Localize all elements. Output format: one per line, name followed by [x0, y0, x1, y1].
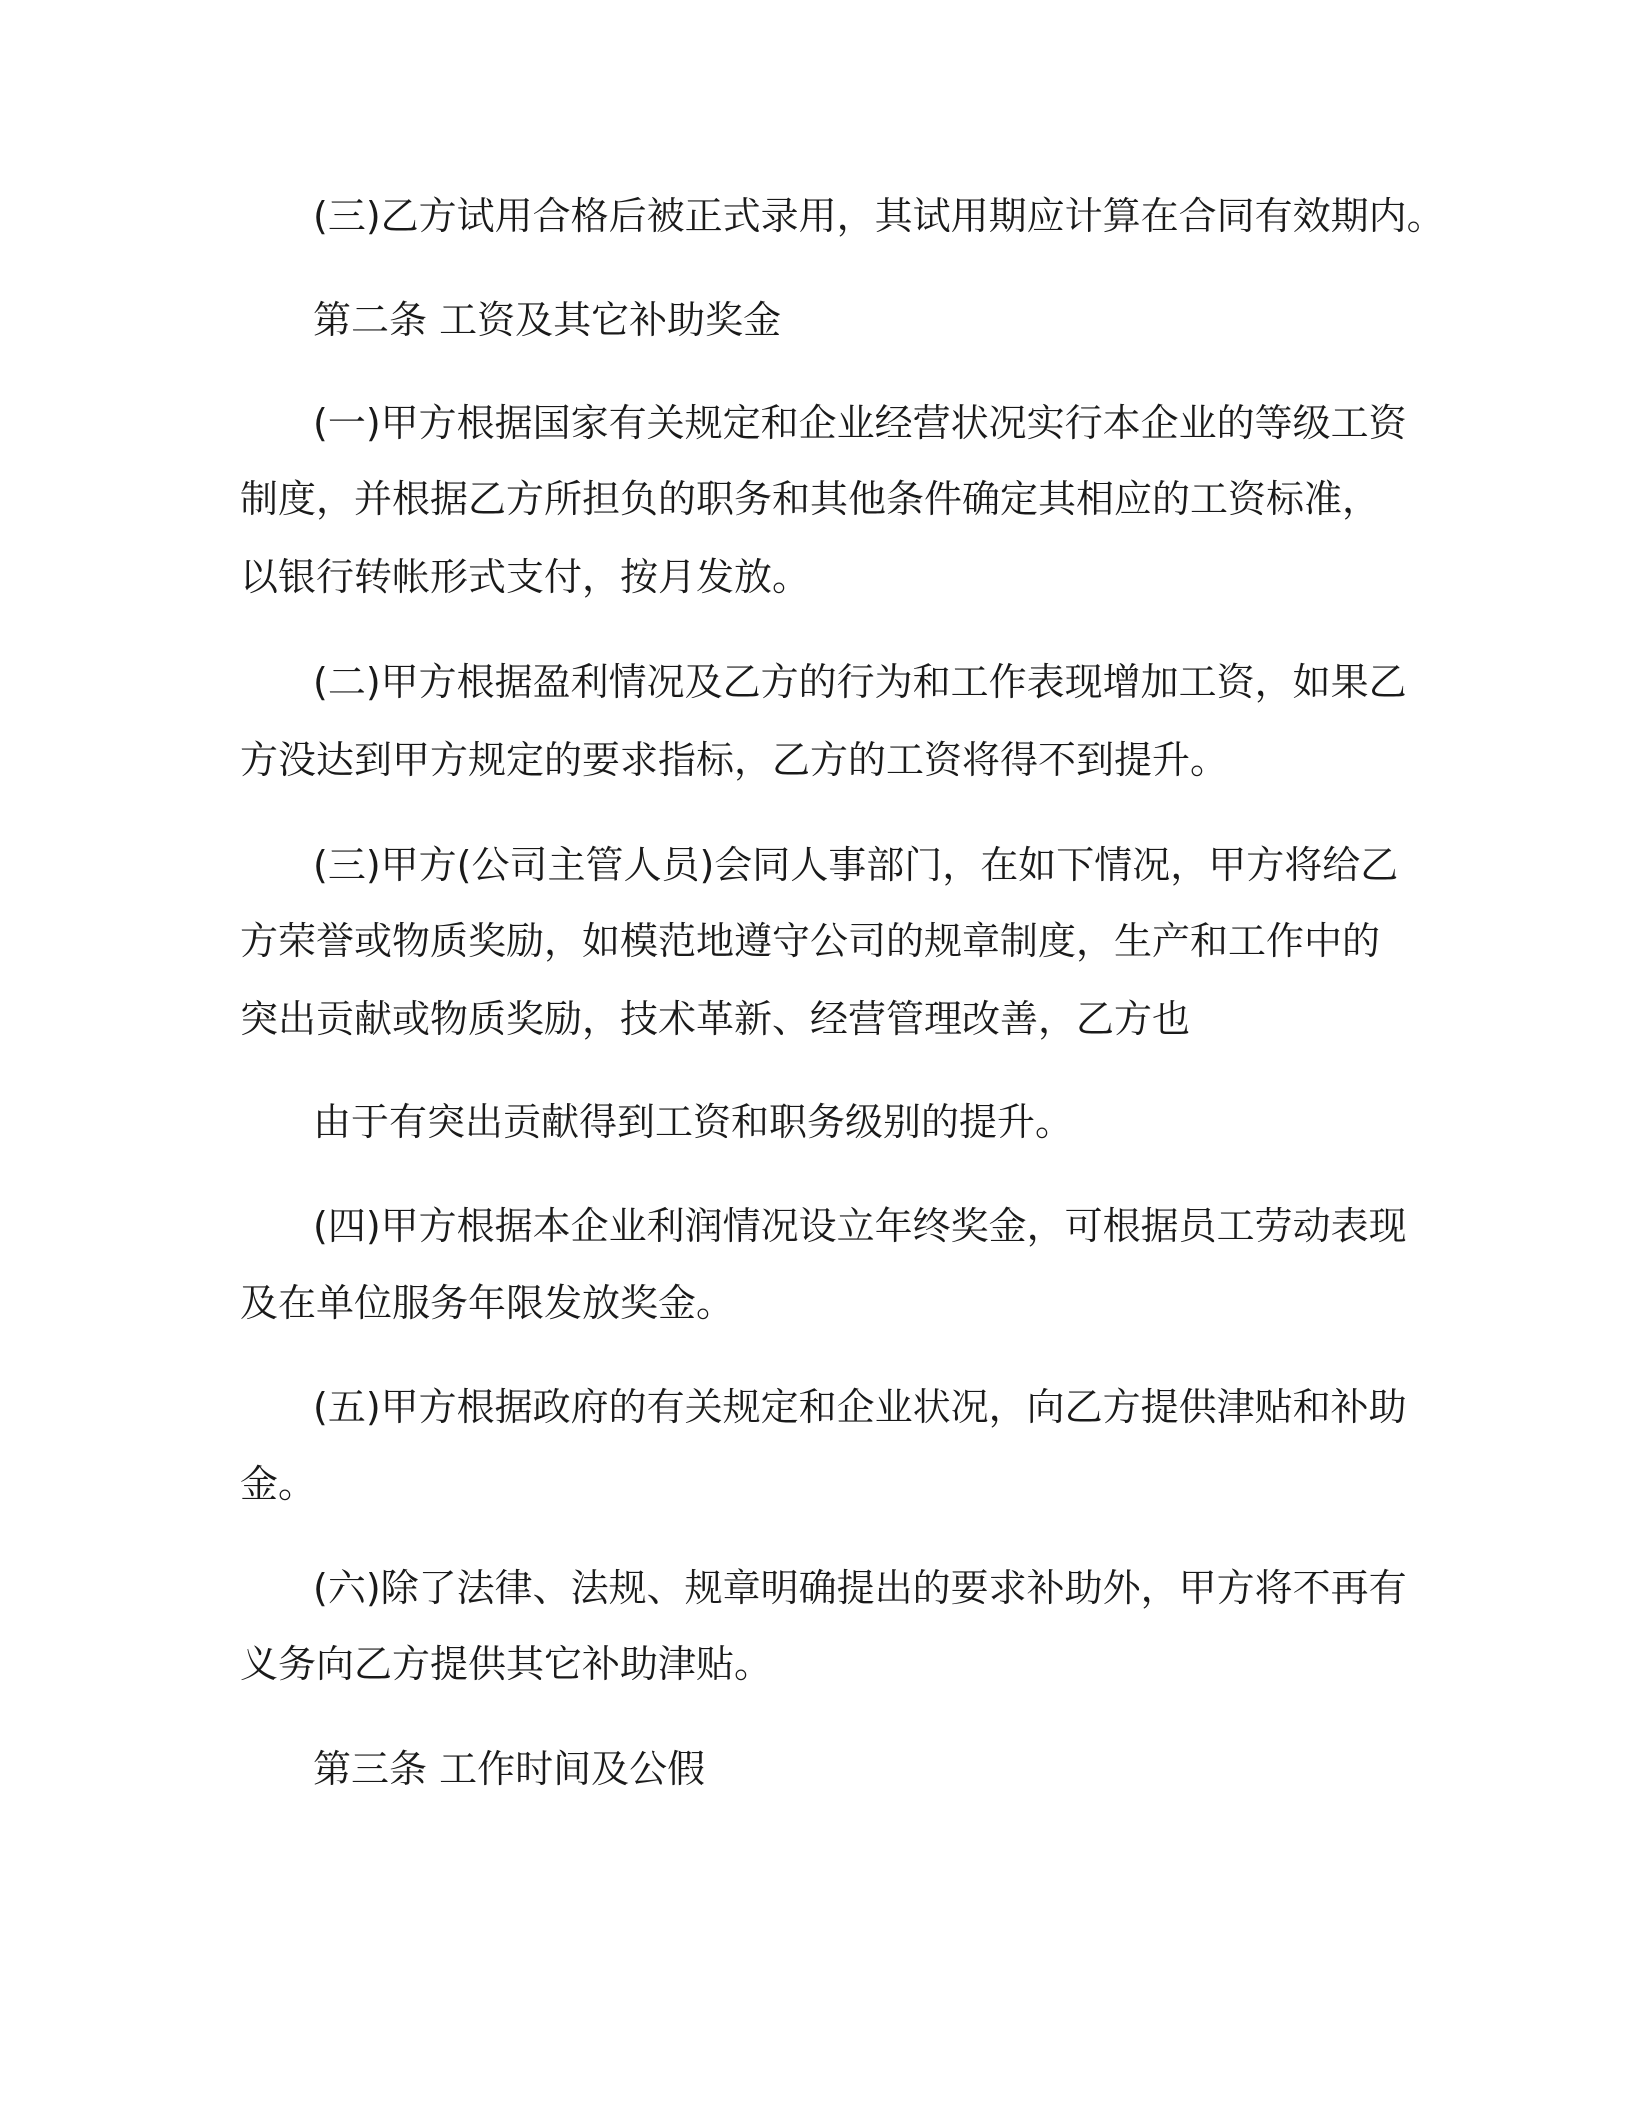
text-line-probation-counted: (三)乙方试用合格后被正式录用，其试用期应计算在合同有效期内。 — [313, 194, 1445, 238]
text-line-rewards: 突出贡献或物质奖励，技术革新、经营管理改善，乙方也 — [240, 997, 1191, 1041]
text-line-salary-increase: 方没达到甲方规定的要求指标，乙方的工资将得不到提升。 — [240, 738, 1229, 782]
text-line-no-other-subsidy: (六)除了法律、法规、规章明确提出的要求补助外，甲方将不再有 — [313, 1566, 1407, 1610]
text-line-year-end-bonus: (四)甲方根据本企业利润情况设立年终奖金，可根据员工劳动表现 — [313, 1204, 1407, 1248]
heading-article-2: 第二条 工资及其它补助奖金 — [313, 298, 782, 342]
text-line-allowance: (五)甲方根据政府的有关规定和企业状况，向乙方提供津贴和补助 — [313, 1385, 1407, 1429]
text-line-rewards: 由于有突出贡献得到工资和职务级别的提升。 — [313, 1100, 1074, 1144]
heading-article-3: 第三条 工作时间及公假 — [313, 1747, 706, 1791]
text-line-year-end-bonus: 及在单位服务年限发放奖金。 — [240, 1281, 735, 1325]
text-line-salary-increase: (二)甲方根据盈利情况及乙方的行为和工作表现增加工资，如果乙 — [313, 660, 1407, 704]
text-line-rewards: 方荣誉或物质奖励，如模范地遵守公司的规章制度，生产和工作中的 — [240, 919, 1381, 963]
text-line-salary-system: 制度，并根据乙方所担负的职务和其他条件确定其相应的工资标准， — [240, 477, 1381, 521]
text-line-rewards: (三)甲方(公司主管人员)会同人事部门，在如下情况，甲方将给乙 — [313, 843, 1399, 887]
text-line-allowance: 金。 — [240, 1462, 317, 1506]
text-line-no-other-subsidy: 义务向乙方提供其它补助津贴。 — [240, 1642, 773, 1686]
text-line-salary-system: (一)甲方根据国家有关规定和企业经营状况实行本企业的等级工资 — [313, 401, 1407, 445]
text-line-salary-system: 以银行转帐形式支付，按月发放。 — [240, 555, 811, 599]
